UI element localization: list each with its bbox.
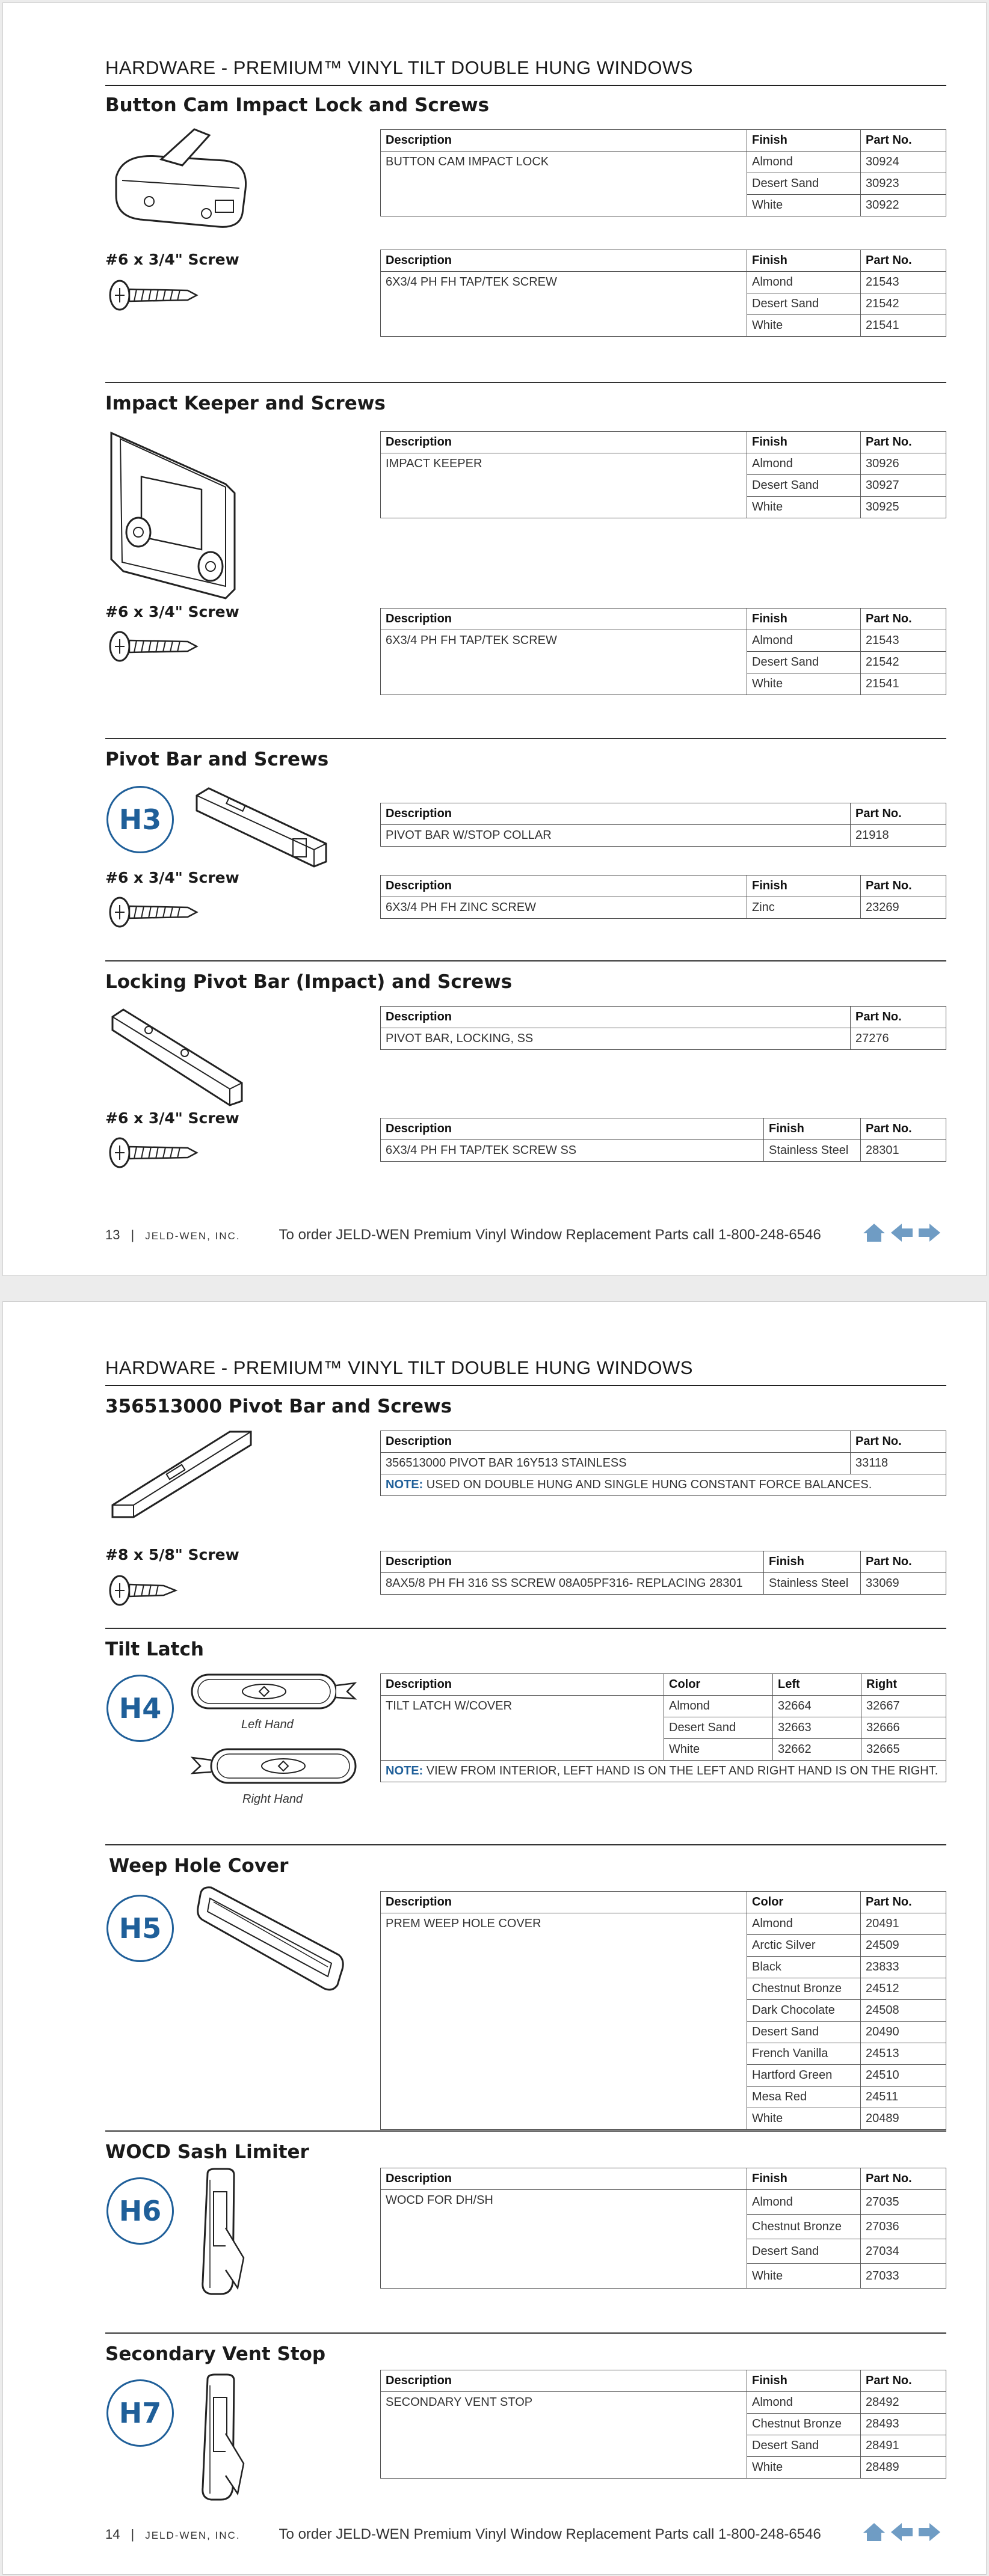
col-part-no: Part No. xyxy=(861,1118,946,1140)
description-cell: 8AX5/8 PH FH 316 SS SCREW 08A05PF316- REPLACING 28301 xyxy=(381,1573,764,1595)
right-cell: 32666 xyxy=(861,1717,946,1739)
table-row xyxy=(381,897,946,919)
footer-company: JELD-WEN, INC. xyxy=(145,2530,241,2541)
page-number: 14 xyxy=(105,2527,120,2542)
part-cell: 33069 xyxy=(861,1573,946,1595)
previous-page-icon[interactable] xyxy=(890,2522,914,2542)
col-part-no: Part No. xyxy=(851,1007,946,1028)
col-finish: Finish xyxy=(747,250,861,272)
finish-cell: Stainless Steel xyxy=(764,1140,861,1162)
next-page-icon[interactable] xyxy=(917,1222,941,1243)
impact-keeper-illustration xyxy=(105,427,256,601)
section-title-impact-keeper: Impact Keeper and Screws xyxy=(105,393,386,414)
header-rule xyxy=(105,1385,946,1386)
col-part-no: Part No. xyxy=(861,130,946,152)
color-cell: Black xyxy=(747,1957,861,1978)
footer-separator: | xyxy=(131,2527,135,2542)
col-part-no: Part No. xyxy=(861,432,946,453)
part-cell: 28301 xyxy=(861,1140,946,1162)
finish-cell: White xyxy=(747,673,861,695)
previous-page-icon[interactable] xyxy=(890,1222,914,1243)
section-divider xyxy=(105,2130,946,2132)
home-icon[interactable] xyxy=(862,1222,886,1243)
screw-illustration xyxy=(106,894,203,930)
screw-illustration xyxy=(106,1135,203,1171)
color-cell: Mesa Red xyxy=(747,2087,861,2108)
weep-hole-cover-illustration xyxy=(194,1883,351,1997)
page-header-title: HARDWARE - PREMIUM™ VINYL TILT DOUBLE HUNG WINDOWS xyxy=(105,1357,693,1378)
table-row xyxy=(381,825,946,847)
description-cell: 6X3/4 PH FH TAP/TEK SCREW SS xyxy=(381,1140,764,1162)
col-color: Color xyxy=(747,1892,861,1913)
button-cam-screw-table xyxy=(380,250,946,337)
col-finish: Finish xyxy=(764,1118,861,1140)
section-divider xyxy=(105,1844,946,1845)
color-cell: White xyxy=(664,1739,773,1761)
part-cell: 24513 xyxy=(861,2043,946,2065)
col-description: Description xyxy=(381,2370,747,2392)
col-left: Left xyxy=(773,1674,861,1696)
finish-cell: Zinc xyxy=(747,897,861,919)
part-cell: 27036 xyxy=(861,2215,946,2239)
part-cell: 30925 xyxy=(861,497,946,518)
part-cell: 20490 xyxy=(861,2022,946,2043)
section-title-locking-pivot-bar: Locking Pivot Bar (Impact) and Screws xyxy=(105,971,513,993)
section-title-secondary-vent-stop: Secondary Vent Stop xyxy=(105,2343,326,2365)
table-row xyxy=(381,1696,946,1717)
table-row xyxy=(381,2190,946,2215)
part-cell: 21918 xyxy=(851,825,946,847)
finish-cell: Desert Sand xyxy=(747,293,861,315)
col-part-no: Part No. xyxy=(851,1431,946,1453)
part-cell: 27276 xyxy=(851,1028,946,1050)
table-row xyxy=(381,453,946,475)
col-finish: Finish xyxy=(764,1551,861,1573)
description-cell: PIVOT BAR W/STOP COLLAR xyxy=(381,825,851,847)
col-color: Color xyxy=(664,1674,773,1696)
col-description: Description xyxy=(381,1007,851,1028)
col-part-no: Part No. xyxy=(861,609,946,630)
section-divider xyxy=(105,2332,946,2334)
part-cell: 23833 xyxy=(861,1957,946,1978)
color-cell: Arctic Silver xyxy=(747,1935,861,1957)
part-cell: 27034 xyxy=(861,2239,946,2264)
part-cell: 21542 xyxy=(861,652,946,673)
part-cell: 24512 xyxy=(861,1978,946,2000)
finish-cell: Almond xyxy=(747,2392,861,2414)
page-header-title: HARDWARE - PREMIUM™ VINYL TILT DOUBLE HUNG WINDOWS xyxy=(105,57,693,78)
badge-h5: H5 xyxy=(106,1895,174,1962)
description-cell: IMPACT KEEPER xyxy=(381,453,747,518)
left-cell: 32662 xyxy=(773,1739,861,1761)
col-part-no: Part No. xyxy=(861,2168,946,2190)
part-cell: 28493 xyxy=(861,2414,946,2435)
col-finish: Finish xyxy=(747,876,861,897)
part-cell: 21541 xyxy=(861,673,946,695)
description-cell: SECONDARY VENT STOP xyxy=(381,2392,747,2479)
part-cell: 24510 xyxy=(861,2065,946,2087)
header-rule xyxy=(105,85,946,86)
right-cell: 32667 xyxy=(861,1696,946,1717)
table-row xyxy=(381,152,946,173)
part-cell: 21541 xyxy=(861,315,946,337)
note-row xyxy=(381,1761,946,1782)
wocd-sash-limiter-illustration xyxy=(189,2168,256,2300)
part-cell: 30923 xyxy=(861,173,946,195)
page-nav xyxy=(862,1222,941,1243)
footer-company: JELD-WEN, INC. xyxy=(145,1230,241,1242)
description-cell: BUTTON CAM IMPACT LOCK xyxy=(381,152,747,216)
footer-separator: | xyxy=(131,1227,135,1242)
finish-cell: Desert Sand xyxy=(747,2435,861,2457)
part-cell: 21543 xyxy=(861,272,946,293)
color-cell: Dark Chocolate xyxy=(747,2000,861,2022)
col-part-no: Part No. xyxy=(851,803,946,825)
col-part-no: Part No. xyxy=(861,876,946,897)
part-cell: 27035 xyxy=(861,2190,946,2215)
part-cell: 30922 xyxy=(861,195,946,216)
note-text: USED ON DOUBLE HUNG AND SINGLE HUNG CONSTANT FORCE BALANCES. xyxy=(426,1478,872,1491)
left-cell: 32664 xyxy=(773,1696,861,1717)
col-finish: Finish xyxy=(747,609,861,630)
pivot-bar-table xyxy=(380,803,946,847)
page-number: 13 xyxy=(105,1227,120,1242)
impact-keeper-table xyxy=(380,431,946,518)
section-title-button-cam: Button Cam Impact Lock and Screws xyxy=(105,94,490,116)
color-cell: Chestnut Bronze xyxy=(747,1978,861,2000)
part-cell: 28491 xyxy=(861,2435,946,2457)
page-footer xyxy=(105,1227,821,1244)
button-cam-lock-illustration xyxy=(104,123,254,238)
finish-cell: Almond xyxy=(747,152,861,173)
badge-h3: H3 xyxy=(106,786,174,853)
col-part-no: Part No. xyxy=(861,1892,946,1913)
footer-order-text: To order JELD-WEN Premium Vinyl Window Replacement Parts call 1-800-248-6546 xyxy=(279,1227,821,1243)
col-part-no: Part No. xyxy=(861,250,946,272)
table-row xyxy=(381,272,946,293)
description-cell: WOCD FOR DH/SH xyxy=(381,2190,747,2289)
col-finish: Finish xyxy=(747,432,861,453)
part-cell: 30926 xyxy=(861,453,946,475)
screw-illustration xyxy=(106,1572,191,1608)
col-description: Description xyxy=(381,250,747,272)
finish-cell: Almond xyxy=(747,2190,861,2215)
finish-cell: Desert Sand xyxy=(747,652,861,673)
screw-label: #6 x 3/4" Screw xyxy=(105,1109,239,1127)
color-cell: Hartford Green xyxy=(747,2065,861,2087)
pivot-bar-356513000-illustration xyxy=(106,1427,257,1523)
color-cell: Desert Sand xyxy=(664,1717,773,1739)
tilt-latch-left-hand-illustration xyxy=(189,1671,358,1713)
next-page-icon[interactable] xyxy=(917,2522,941,2542)
col-description: Description xyxy=(381,803,851,825)
part-cell: 27033 xyxy=(861,2264,946,2289)
col-part-no: Part No. xyxy=(861,2370,946,2392)
col-finish: Finish xyxy=(747,130,861,152)
section-title-tilt-latch: Tilt Latch xyxy=(105,1639,204,1660)
screw-illustration xyxy=(106,277,203,313)
tilt-latch-right-hand-illustration xyxy=(189,1746,358,1788)
section-title-pivot-bar: Pivot Bar and Screws xyxy=(105,749,329,770)
part-cell: 30924 xyxy=(861,152,946,173)
screw-label: #6 x 3/4" Screw xyxy=(105,869,239,886)
color-cell: White xyxy=(747,2108,861,2130)
secondary-vent-stop-illustration xyxy=(189,2373,256,2506)
description-cell: 356513000 PIVOT BAR 16Y513 STAINLESS xyxy=(381,1453,851,1474)
section-title-wocd-sash-limiter: WOCD Sash Limiter xyxy=(105,2141,309,2163)
finish-cell: White xyxy=(747,2264,861,2289)
badge-h7: H7 xyxy=(106,2379,174,2447)
finish-cell: Chestnut Bronze xyxy=(747,2215,861,2239)
color-cell: Almond xyxy=(664,1696,773,1717)
finish-cell: White xyxy=(747,315,861,337)
finish-cell: Almond xyxy=(747,630,861,652)
description-cell: 6X3/4 PH FH TAP/TEK SCREW xyxy=(381,630,747,695)
col-finish: Finish xyxy=(747,2370,861,2392)
part-cell: 28489 xyxy=(861,2457,946,2479)
col-description: Description xyxy=(381,1431,851,1453)
impact-keeper-screw-table xyxy=(380,608,946,695)
part-cell: 21543 xyxy=(861,630,946,652)
note-cell xyxy=(381,1474,946,1496)
section-title-weep-hole-cover: Weep Hole Cover xyxy=(109,1855,289,1877)
table-row xyxy=(381,1140,946,1162)
table-row xyxy=(381,1453,946,1474)
description-cell: 6X3/4 PH FH ZINC SCREW xyxy=(381,897,747,919)
finish-cell: Desert Sand xyxy=(747,2239,861,2264)
finish-cell: Desert Sand xyxy=(747,173,861,195)
left-cell: 32663 xyxy=(773,1717,861,1739)
pivot-bar-356513000-screw-table xyxy=(380,1551,946,1595)
locking-pivot-bar-table xyxy=(380,1006,946,1050)
finish-cell: Stainless Steel xyxy=(764,1573,861,1595)
col-finish: Finish xyxy=(747,2168,861,2190)
color-cell: French Vanilla xyxy=(747,2043,861,2065)
right-cell: 32665 xyxy=(861,1739,946,1761)
tilt-latch-table xyxy=(380,1673,946,1782)
col-description: Description xyxy=(381,876,747,897)
pivot-bar-356513000-table xyxy=(380,1431,946,1496)
pivot-bar-illustration xyxy=(191,784,335,868)
badge-h6: H6 xyxy=(106,2177,174,2245)
part-cell: 24511 xyxy=(861,2087,946,2108)
part-cell: 33118 xyxy=(851,1453,946,1474)
col-description: Description xyxy=(381,432,747,453)
locking-pivot-bar-illustration xyxy=(106,1006,251,1108)
note-text: VIEW FROM INTERIOR, LEFT HAND IS ON THE LEFT AND RIGHT HAND IS ON THE RIGHT. xyxy=(426,1764,938,1777)
catalog-page-14 xyxy=(2,1301,987,2575)
pivot-bar-screw-table xyxy=(380,875,946,919)
col-description: Description xyxy=(381,1118,764,1140)
description-cell: TILT LATCH W/COVER xyxy=(381,1696,664,1761)
page-footer xyxy=(105,2526,821,2543)
note-label: NOTE: xyxy=(386,1478,424,1491)
left-hand-caption: Left Hand xyxy=(241,1718,294,1731)
screw-label: #8 x 5/8" Screw xyxy=(105,1546,239,1563)
wocd-sash-limiter-table xyxy=(380,2168,946,2289)
table-row xyxy=(381,630,946,652)
table-row xyxy=(381,1028,946,1050)
part-cell: 24508 xyxy=(861,2000,946,2022)
col-description: Description xyxy=(381,1551,764,1573)
finish-cell: Desert Sand xyxy=(747,475,861,497)
screw-label: #6 x 3/4" Screw xyxy=(105,603,239,621)
description-cell: PIVOT BAR, LOCKING, SS xyxy=(381,1028,851,1050)
table-row xyxy=(381,1913,946,1935)
part-cell: 23269 xyxy=(861,897,946,919)
weep-hole-cover-table xyxy=(380,1891,946,2130)
finish-cell: Almond xyxy=(747,272,861,293)
page-nav xyxy=(862,2522,941,2542)
finish-cell: White xyxy=(747,2457,861,2479)
screw-illustration xyxy=(106,628,203,664)
col-description: Description xyxy=(381,1674,664,1696)
finish-cell: White xyxy=(747,497,861,518)
col-description: Description xyxy=(381,2168,747,2190)
section-divider xyxy=(105,960,946,961)
note-row xyxy=(381,1474,946,1496)
finish-cell: Chestnut Bronze xyxy=(747,2414,861,2435)
description-cell: PREM WEEP HOLE COVER xyxy=(381,1913,747,2130)
col-part-no: Part No. xyxy=(861,1551,946,1573)
col-description: Description xyxy=(381,1892,747,1913)
part-cell: 24509 xyxy=(861,1935,946,1957)
note-cell xyxy=(381,1761,946,1782)
section-divider xyxy=(105,738,946,739)
home-icon[interactable] xyxy=(862,2522,886,2542)
description-cell: 6X3/4 PH FH TAP/TEK SCREW xyxy=(381,272,747,337)
finish-cell: Almond xyxy=(747,453,861,475)
part-cell: 21542 xyxy=(861,293,946,315)
table-row xyxy=(381,2392,946,2414)
section-divider xyxy=(105,382,946,383)
button-cam-lock-table xyxy=(380,129,946,216)
part-cell: 30927 xyxy=(861,475,946,497)
right-hand-caption: Right Hand xyxy=(242,1792,303,1806)
section-title-356513000-pivot-bar: 356513000 Pivot Bar and Screws xyxy=(105,1396,452,1417)
badge-h4: H4 xyxy=(106,1675,174,1742)
color-cell: Desert Sand xyxy=(747,2022,861,2043)
table-row xyxy=(381,1573,946,1595)
color-cell: Almond xyxy=(747,1913,861,1935)
catalog-page-13 xyxy=(2,2,987,1276)
locking-pivot-screw-table xyxy=(380,1118,946,1162)
section-divider xyxy=(105,1628,946,1629)
footer-order-text: To order JELD-WEN Premium Vinyl Window Replacement Parts call 1-800-248-6546 xyxy=(279,2526,821,2542)
note-label: NOTE: xyxy=(386,1764,424,1777)
finish-cell: White xyxy=(747,195,861,216)
col-description: Description xyxy=(381,130,747,152)
part-cell: 20489 xyxy=(861,2108,946,2130)
part-cell: 28492 xyxy=(861,2392,946,2414)
col-description: Description xyxy=(381,609,747,630)
col-right: Right xyxy=(861,1674,946,1696)
screw-label: #6 x 3/4" Screw xyxy=(105,251,239,268)
secondary-vent-stop-table xyxy=(380,2370,946,2479)
part-cell: 20491 xyxy=(861,1913,946,1935)
